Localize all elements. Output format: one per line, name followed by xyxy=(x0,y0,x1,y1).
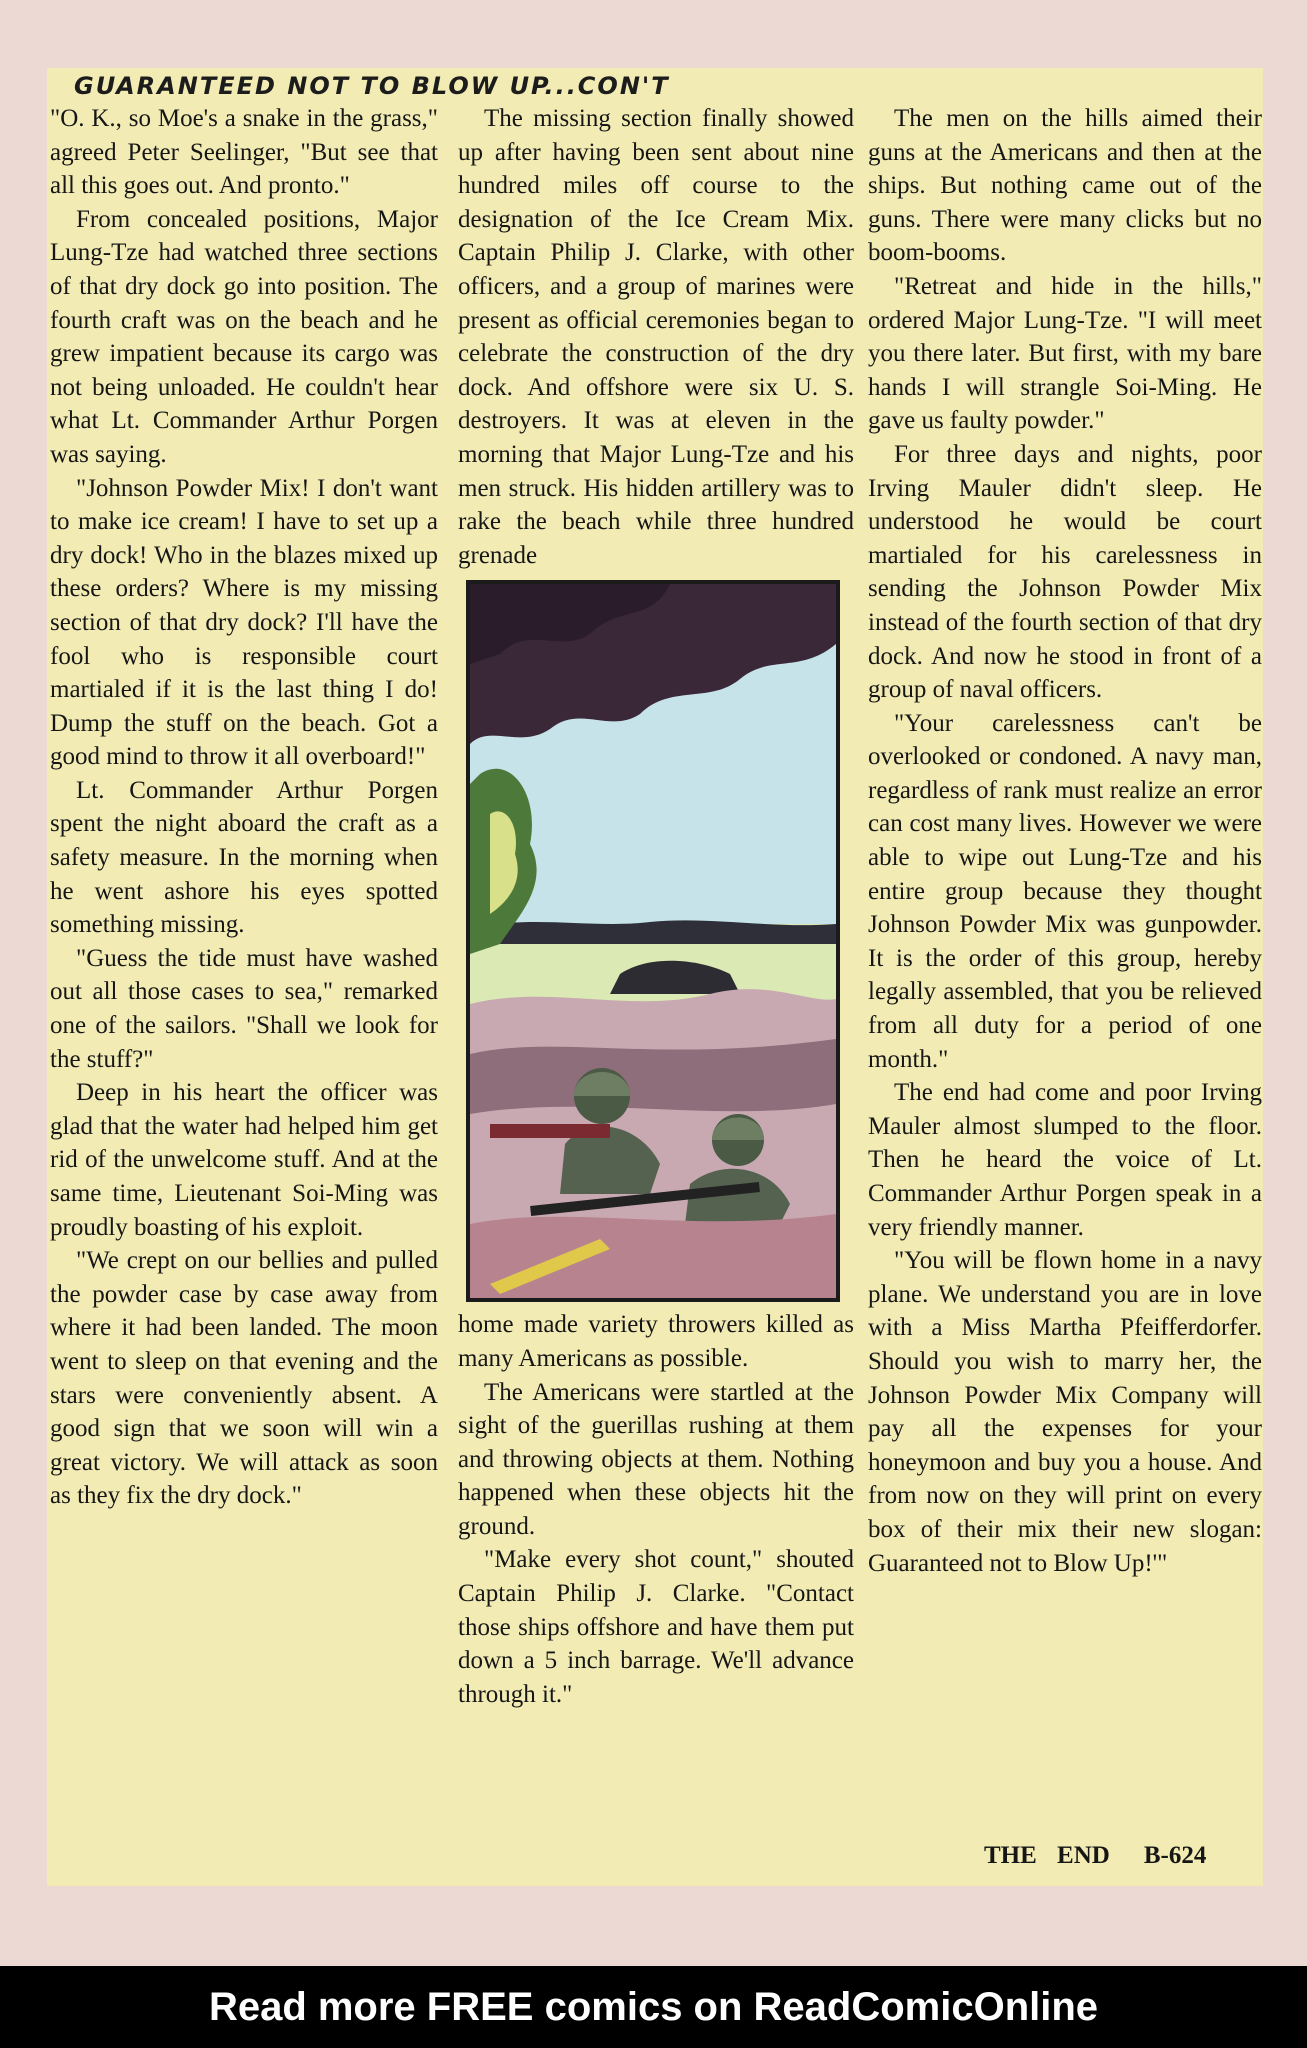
promo-banner[interactable]: Read more FREE comics on ReadComicOnline xyxy=(0,1966,1307,2048)
text-column-3 xyxy=(868,102,1262,1580)
paragraph: The men on the hills aimed their guns at the Americans and then at the ships. But nothing came out of the guns. There were many clicks but no boom-booms. xyxy=(868,105,1262,267)
paragraph: Lt. Commander Arthur Porgen spent the night aboard the craft as a safety measure. In the morning when he went ashore his eyes spotted something missing. xyxy=(50,776,438,939)
paragraph: "We crept on our bellies and pulled the powder case by case away from where it had been landed. The moon went to sleep on that evening and the stars were conveniently absent. A good sign that we soon will win a great victory. We will attack as soon as they fix the dry dock." xyxy=(50,1247,438,1510)
paragraph: "O. K., so Moe's a snake in the grass," agreed Peter Seelinger, "But see that all this goes out. And pronto." xyxy=(50,105,438,200)
story-header: GUARANTEED NOT TO BLOW UP...CON'T xyxy=(74,72,670,100)
the-end-label: THE END xyxy=(984,1842,1110,1869)
page-code: B-624 xyxy=(1143,1842,1207,1869)
paragraph: "You will be flown home in a navy plane. We understand you are in love with a Miss Martha Pfeifferdorfer. Should you wish to marry her, the Johnson Powder Mix Company will pay all the expenses for your honeymoon and buy you a house. And from now on they will print on every box of their mix their new slogan: Guaranteed not to Blow Up!'" xyxy=(868,1247,1262,1577)
battle-illustration xyxy=(466,580,840,1302)
paragraph: "Retreat and hide in the hills," ordered Major Lung-Tze. "I will meet you there later. But first, with my bare hands I will strangle Soi-Ming. He gave us faulty powder." xyxy=(868,272,1262,435)
paragraph: Deep in his heart the officer was glad that the water had helped him get rid of the unwelcome stuff. And at the same time, Lieutenant Soi-Ming was proudly boasting of his exploit. xyxy=(50,1079,438,1241)
paragraph: "Your carelessness can't be overlooked or condoned. A navy man, regardless of rank must realize an error can cost many lives. However we were able to wipe out Lung-Tze and his entire group because they thought Johnson Powder Mix was gunpowder. It is the order of this group, hereby legally assembled, that you be relieved from all duty for a period of one month." xyxy=(868,709,1262,1073)
story-footer xyxy=(984,1842,1206,1870)
paragraph: "Make every shot count," shouted Captain Philip J. Clarke. "Contact those ships offshore and have them put down a 5 inch barrage. We'll advance through it." xyxy=(458,1546,854,1708)
paragraph: "Johnson Powder Mix! I don't want to make ice cream! I have to set up a dry dock! Who in the blazes mixed up these orders? Where is my missing section of that dry dock? I'll have the fool who is responsible court martialed if it is the last thing I do! Dump the stuff on the beach. Got a good mind to throw it all overboard!" xyxy=(50,474,438,771)
paragraph: home made variety throwers killed as many Americans as possible. xyxy=(458,1311,854,1372)
paragraph: "Guess the tide must have washed out all those cases to sea," remarked one of the sailors. "Shall we look for the stuff?" xyxy=(50,944,438,1073)
text-column-2 xyxy=(458,102,854,1711)
paragraph: The Americans were startled at the sight of the guerillas rushing at them and throwing objects at them. Nothing happened when these objects hit the ground. xyxy=(458,1378,854,1540)
paragraph: The missing section finally showed up after having been sent about nine hundred miles off course to the designation of the Ice Cream Mix. Captain Philip J. Clarke, with other officers, and a group of marines were present as official ceremonies began to celebrate the construction of the dry dock. And offshore were six U. S. destroyers. It was at eleven in the morning that Major Lung-Tze and his men struck. His hidden artillery was to rake the beach while three hundred grenade xyxy=(458,105,854,569)
paragraph: The end had come and poor Irving Mauler almost slumped to the floor. Then he heard the voice of Lt. Commander Arthur Porgen speak in a very friendly manner. xyxy=(868,1079,1262,1241)
paragraph: For three days and nights, poor Irving Mauler didn't sleep. He understood he would be court martialed for his carelessness in sending the Johnson Powder Mix instead of the fourth section of that dry dock. And now he stood in front of a group of naval officers. xyxy=(868,440,1262,704)
text-column-1 xyxy=(50,102,438,1513)
paragraph: From concealed positions, Major Lung-Tze had watched three sections of that dry dock go into position. The fourth craft was on the beach and he grew impatient because its cargo was not being unloaded. He couldn't hear what Lt. Commander Arthur Porgen was saying. xyxy=(50,205,438,468)
